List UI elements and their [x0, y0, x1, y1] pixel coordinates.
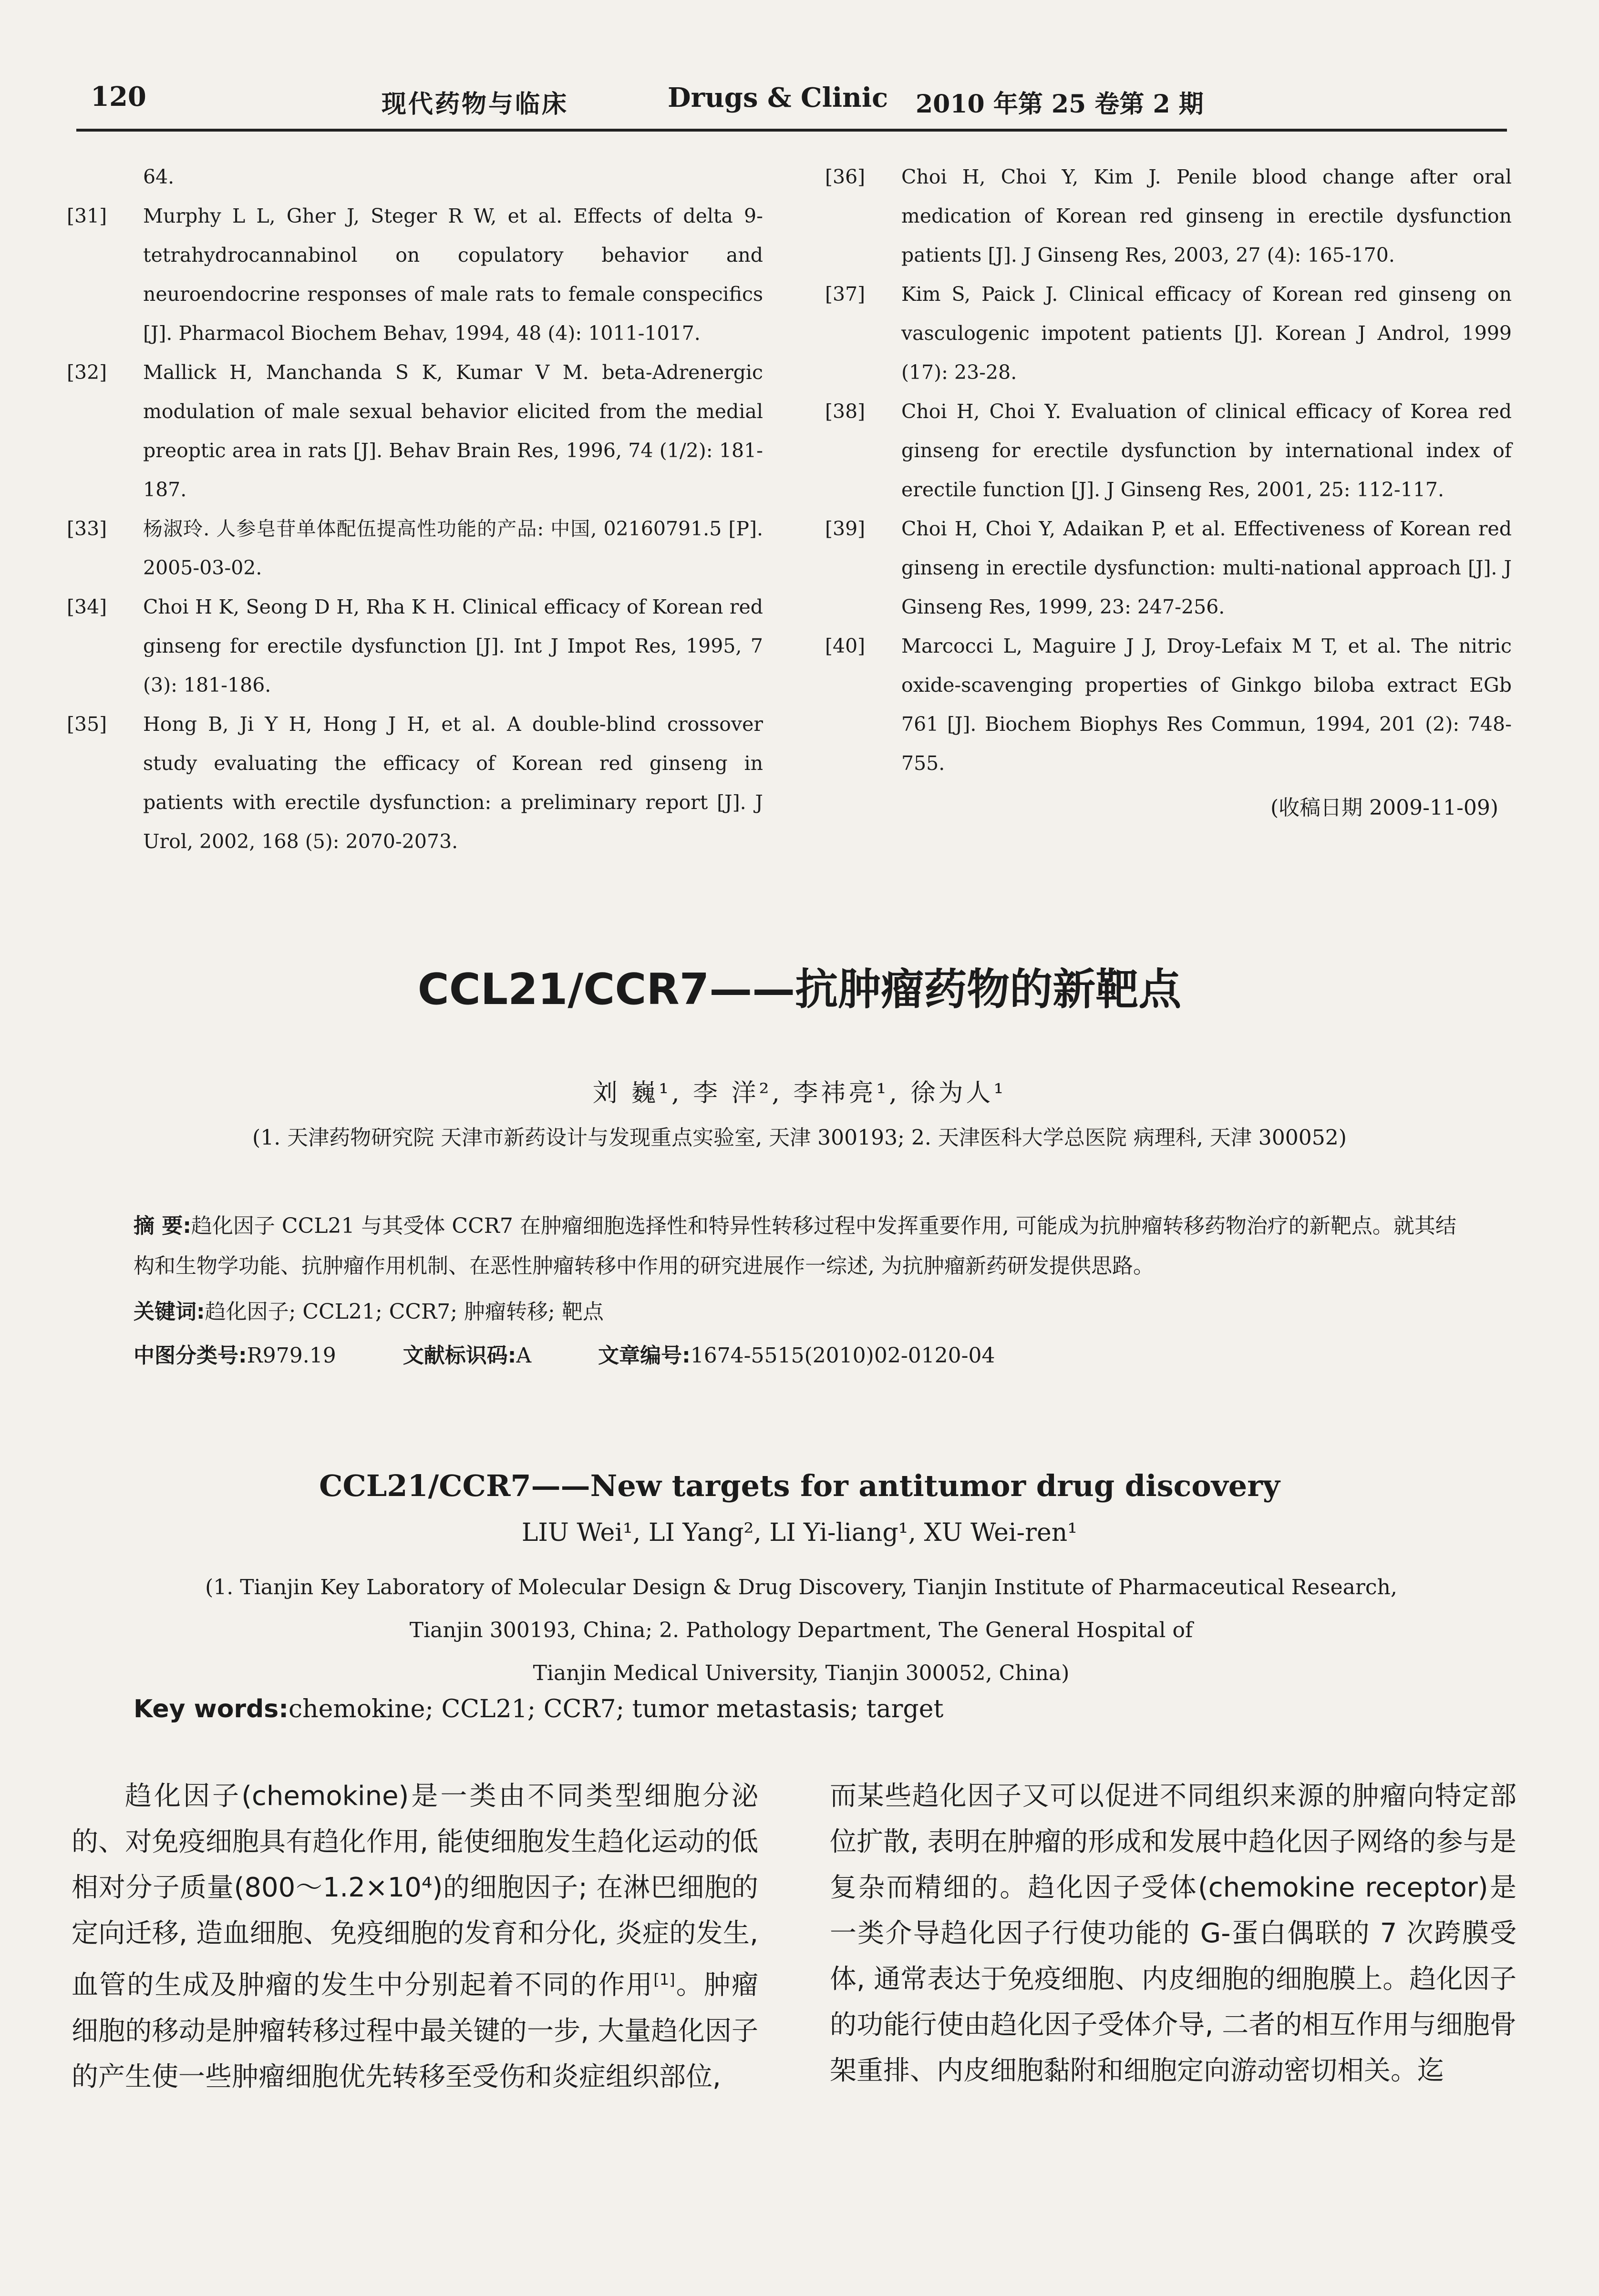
citation: [1]	[653, 1970, 675, 1988]
reference-text: Marcocci L, Maguire J J, Droy-Lefaix M T, et al. The nitric oxide-scavenging properties of Ginkgo biloba extract EGb 761 [J]. Biochem Biophys Res Commun, 1994, 201 (2): 748-755.	[901, 635, 1512, 775]
reference-text: Choi H, Choi Y, Adaikan P, et al. Effectiveness of Korean red ginseng in erectile dysfunction: multi-national approach [J]. J Ginseng Res, 1999, 23: 247-256.	[901, 517, 1512, 618]
page-number: 120	[91, 81, 146, 113]
reference-text: 64.	[143, 165, 175, 188]
reference-text: Hong B, Ji Y H, Hong J H, et al. A double-blind crossover study evaluating the efficacy of Korean red ginseng in patients with erectile dysfunction: a preliminary report [J]. J Urol, 2002, 168 (5): 2070-2073.	[143, 713, 763, 853]
keywords-text: 趋化因子; CCL21; CCR7; 肿瘤转移; 靶点	[205, 1300, 604, 1324]
body-paragraph: 趋化因子(chemokine)是一类由不同类型细胞分泌的、对免疫细胞具有趋化作用, 能使细胞发生趋化运动的低相对分子质量(800～1.2×10⁴)的细胞因子; 在淋巴细胞的定向迁移, 造血细胞、免疫细胞的发育和分化, 炎症的发生, 血管的生成及肿瘤的发生中分别起着不同的作用	[72, 1781, 758, 2001]
abstract-label: 摘 要:	[134, 1214, 191, 1238]
article-title-en: CCL21/CCR7——New targets for antitumor drug discovery	[319, 1468, 1280, 1503]
affiliation-en-line: Tianjin 300193, China; 2. Pathology Department, The General Hospital of	[409, 1618, 1193, 1642]
reference-text: Kim S, Paick J. Clinical efficacy of Korean red ginseng on vasculogenic impotent patients [J]. Korean J Androl, 1999 (17): 23-28.	[901, 283, 1512, 384]
reference-list-left	[67, 157, 763, 861]
reference-text: Choi H, Choi Y, Kim J. Penile blood change after oral medication of Korean red ginseng in erectile dysfunction patients [J]. J Ginseng Res, 2003, 27 (4): 165-170.	[901, 165, 1512, 266]
abstract-text: 趋化因子 CCL21 与其受体 CCR7 在肿瘤细胞选择性和特异性转移过程中发挥重要作用, 可能成为抗肿瘤转移药物治疗的新靶点。就其结构和生物学功能、抗肿瘤作用机制、在恶性肿瘤转移中作用的研究进展作一综述, 为抗肿瘤新药研发提供思路。	[134, 1214, 1456, 1278]
article-number	[598, 1336, 995, 1376]
affiliation-en	[124, 1566, 1478, 1695]
doc-code-value: A	[516, 1343, 532, 1368]
clc-label: 中图分类号:	[134, 1343, 247, 1368]
reference-number: [39]	[825, 517, 866, 540]
abstract	[134, 1206, 1469, 1286]
reference-text: Murphy L L, Gher J, Steger R W, et al. Effects of delta 9-tetrahydrocannabinol on copulatory behavior and neuroendocrine responses of male rats to female conspecifics [J]. Pharmacol Biochem Behav, 1994, 48 (4): 1011-1017.	[143, 205, 763, 345]
journal-title-cn: 现代药物与临床	[382, 90, 569, 119]
reference-item	[825, 157, 1512, 275]
clc-value: R979.19	[247, 1343, 336, 1368]
reference-number: [40]	[825, 635, 866, 657]
body-column-right	[830, 1773, 1516, 2094]
reference-text: Choi H, Choi Y. Evaluation of clinical efficacy of Korea red ginseng for erectile dysfunction by international index of erectile function [J]. J Ginseng Res, 2001, 25: 112-117.	[901, 400, 1512, 501]
authors-cn: 刘 巍¹, 李 洋², 李祎亮¹, 徐为人¹	[592, 1079, 1007, 1107]
reference-text: Mallick H, Manchanda S K, Kumar V M. beta-Adrenergic modulation of male sexual behavior elicited from the medial preoptic area in rats [J]. Behav Brain Res, 1996, 74 (1/2): 181-187.	[143, 361, 763, 501]
reference-item	[67, 353, 763, 509]
reference-number: [36]	[825, 165, 866, 188]
clc-number	[134, 1336, 336, 1376]
journal-volume: 2010 年第 25 卷第 2 期	[916, 90, 1204, 119]
reference-number: [37]	[825, 283, 866, 306]
reference-item	[67, 196, 763, 353]
reference-item	[67, 157, 763, 196]
reference-number: [34]	[67, 595, 107, 618]
doc-code-label: 文献标识码:	[402, 1343, 516, 1368]
body-paragraph-continued: 。肿瘤细胞的移动是肿瘤转移过程中最关键的一步, 大量趋化因子的产生使一些肿瘤细胞优先转移至受伤和炎症组织部位,	[72, 1969, 759, 2092]
reference-list-right	[825, 157, 1512, 783]
keywords-en-text: chemokine; CCL21; CCR7; tumor metastasis; target	[289, 1695, 944, 1723]
article-no-label: 文章编号:	[598, 1343, 691, 1368]
body-column-left	[72, 1773, 758, 2100]
classification-line	[134, 1336, 1469, 1376]
reference-item	[67, 705, 763, 861]
reference-number: [38]	[825, 400, 866, 423]
affiliation-en-line: (1. Tianjin Key Laboratory of Molecular Design & Drug Discovery, Tianjin Institute of Pharmaceutical Research,	[205, 1575, 1397, 1599]
received-date: (收稿日期 2009-11-09)	[1270, 796, 1498, 820]
affiliation-en-line: Tianjin Medical University, Tianjin 300052, China)	[533, 1661, 1070, 1685]
reference-item	[67, 509, 763, 587]
reference-text: 杨淑玲. 人参皂苷单体配伍提高性功能的产品: 中国, 02160791.5 [P]. 2005-03-02.	[143, 517, 763, 579]
reference-item	[825, 275, 1512, 392]
keywords-cn	[134, 1292, 1469, 1332]
article-title-cn: CCL21/CCR7——抗肿瘤药物的新靶点	[417, 964, 1182, 1015]
header-divider	[76, 129, 1507, 132]
reference-number: [31]	[67, 205, 107, 227]
reference-item	[825, 509, 1512, 626]
journal-title-en: Drugs & Clinic	[668, 82, 888, 113]
affiliation-cn: (1. 天津药物研究院 天津市新药设计与发现重点实验室, 天津 300193; 2. 天津医科大学总医院 病理科, 天津 300052)	[252, 1126, 1347, 1150]
article-no-value: 1674-5515(2010)02-0120-04	[690, 1343, 995, 1368]
reference-item	[825, 392, 1512, 509]
keywords-label: 关键词:	[134, 1300, 205, 1324]
reference-number: [33]	[67, 517, 107, 540]
keywords-en-label: Key words:	[134, 1695, 289, 1723]
reference-item	[825, 626, 1512, 783]
reference-number: [35]	[67, 713, 107, 736]
reference-text: Choi H K, Seong D H, Rha K H. Clinical efficacy of Korean red ginseng for erectile dysfunction [J]. Int J Impot Res, 1995, 7 (3): 181-186.	[143, 595, 763, 697]
keywords-en	[134, 1695, 1488, 1723]
reference-item	[67, 587, 763, 705]
reference-number: [32]	[67, 361, 107, 384]
authors-en: LIU Wei¹, LI Yang², LI Yi-liang¹, XU Wei-ren¹	[521, 1518, 1078, 1547]
document-code	[403, 1336, 531, 1376]
body-paragraph: 而某些趋化因子又可以促进不同组织来源的肿瘤向特定部位扩散, 表明在肿瘤的形成和发展中趋化因子网络的参与是复杂而精细的。趋化因子受体(chemokine receptor)是一类介导趋化因子行使功能的 G-蛋白偶联的 7 次跨膜受体, 通常表达于免疫细胞、内皮细胞的细胞膜上。趋化因子的功能行使由趋化因子受体介导, 二者的相互作用与细胞骨架重排、内皮细胞黏附和细胞定向游动密切相关。迄	[830, 1781, 1516, 2086]
